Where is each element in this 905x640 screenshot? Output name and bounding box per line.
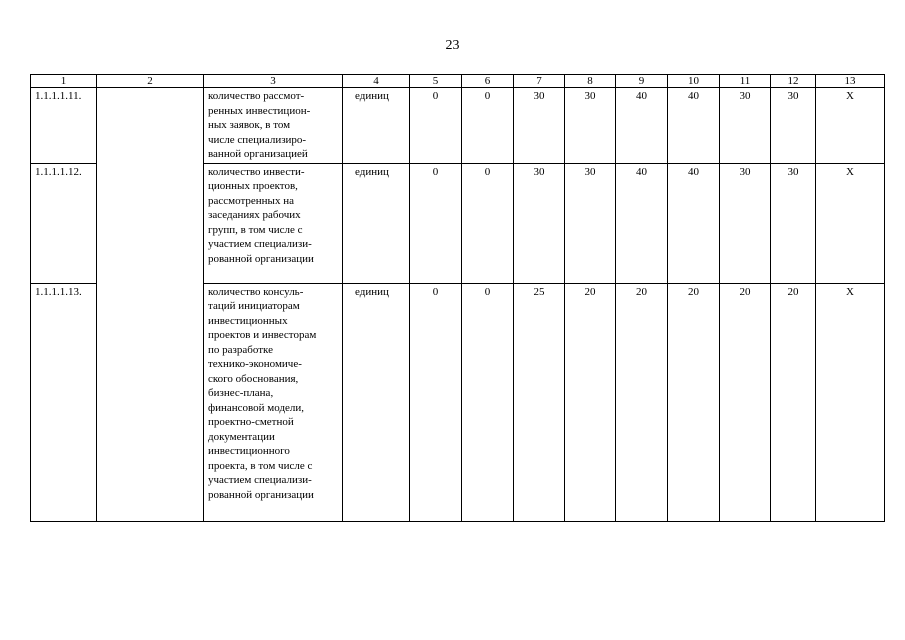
row-value: 20 [565, 283, 616, 521]
name-line: групп, в том числе с [208, 223, 303, 236]
row-code: 1.1.1.1.12. [31, 163, 97, 283]
row-code: 1.1.1.1.13. [31, 283, 97, 521]
merged-column-2-cell [97, 88, 204, 522]
name-line: документации [208, 430, 275, 443]
table-row [31, 88, 885, 164]
row-value: 40 [616, 163, 668, 283]
row-value: 40 [668, 163, 720, 283]
row-value: 20 [720, 283, 771, 521]
column-header: 3 [204, 75, 343, 88]
column-header: 12 [771, 75, 816, 88]
indicators-table [30, 74, 885, 522]
column-header: 13 [816, 75, 885, 88]
row-value: 0 [462, 163, 514, 283]
row-value: Х [816, 88, 885, 164]
row-value: 30 [514, 163, 565, 283]
column-header: 9 [616, 75, 668, 88]
row-value: 40 [616, 88, 668, 164]
header-row [31, 75, 885, 88]
row-name [204, 88, 343, 164]
column-header: 4 [343, 75, 410, 88]
name-line: ского обоснования, [208, 372, 299, 385]
column-header: 5 [410, 75, 462, 88]
row-name [204, 163, 343, 283]
row-code: 1.1.1.1.11. [31, 88, 97, 164]
name-line: инвестиционного [208, 445, 290, 457]
column-header: 7 [514, 75, 565, 88]
row-value: 0 [462, 88, 514, 164]
row-unit: единиц [343, 283, 410, 521]
row-value: 30 [565, 163, 616, 283]
name-line: ренных инвестицион- [208, 104, 311, 117]
name-line: проектно-сметной [208, 416, 294, 428]
row-unit: единиц [343, 163, 410, 283]
name-line: рованной организации [208, 488, 314, 501]
row-value: 20 [771, 283, 816, 521]
column-header: 10 [668, 75, 720, 88]
name-line: инвестиционных [208, 314, 288, 327]
name-line: проектов и инвесторам [208, 329, 317, 341]
row-unit: единиц [343, 88, 410, 164]
name-line: рассмотренных на [208, 194, 294, 207]
name-line: участием специализи- [208, 238, 312, 250]
page-number: 23 [445, 38, 460, 53]
row-name [204, 283, 343, 521]
name-line: технико-экономиче- [208, 358, 302, 370]
name-line: ных заявок, в том [208, 119, 291, 131]
row-value: 25 [514, 283, 565, 521]
row-value: Х [816, 283, 885, 521]
row-value: 20 [668, 283, 720, 521]
row-value: 30 [720, 88, 771, 164]
name-line: участием специализи- [208, 474, 312, 486]
column-header: 6 [462, 75, 514, 88]
row-value: 0 [410, 283, 462, 521]
name-line: таций инициаторам [208, 300, 300, 312]
row-value: 0 [410, 88, 462, 164]
row-value: 0 [462, 283, 514, 521]
name-line: рованной организации [208, 252, 314, 265]
row-value: 30 [514, 88, 565, 164]
name-line: финансовой модели, [208, 401, 305, 414]
row-value: 40 [668, 88, 720, 164]
row-value: Х [816, 163, 885, 283]
name-line: по разработке [208, 343, 273, 356]
column-header: 11 [720, 75, 771, 88]
name-line: числе специализиро- [208, 133, 307, 146]
name-line: бизнес-плана, [208, 387, 274, 399]
row-value: 30 [771, 88, 816, 164]
column-header: 2 [97, 75, 204, 88]
name-line: ционных проектов, [208, 180, 298, 192]
row-value: 30 [720, 163, 771, 283]
row-value: 30 [771, 163, 816, 283]
name-line: количество рассмот- [208, 90, 305, 102]
name-line: количество консуль- [208, 285, 304, 298]
name-line: проекта, в том числе с [208, 459, 313, 472]
row-value: 30 [565, 88, 616, 164]
name-line: заседаниях рабочих [208, 209, 301, 221]
column-header: 1 [31, 75, 97, 88]
column-header: 8 [565, 75, 616, 88]
row-value: 0 [410, 163, 462, 283]
name-line: количество инвести- [208, 165, 305, 178]
row-value: 20 [616, 283, 668, 521]
name-line: ванной организацией [208, 148, 308, 160]
